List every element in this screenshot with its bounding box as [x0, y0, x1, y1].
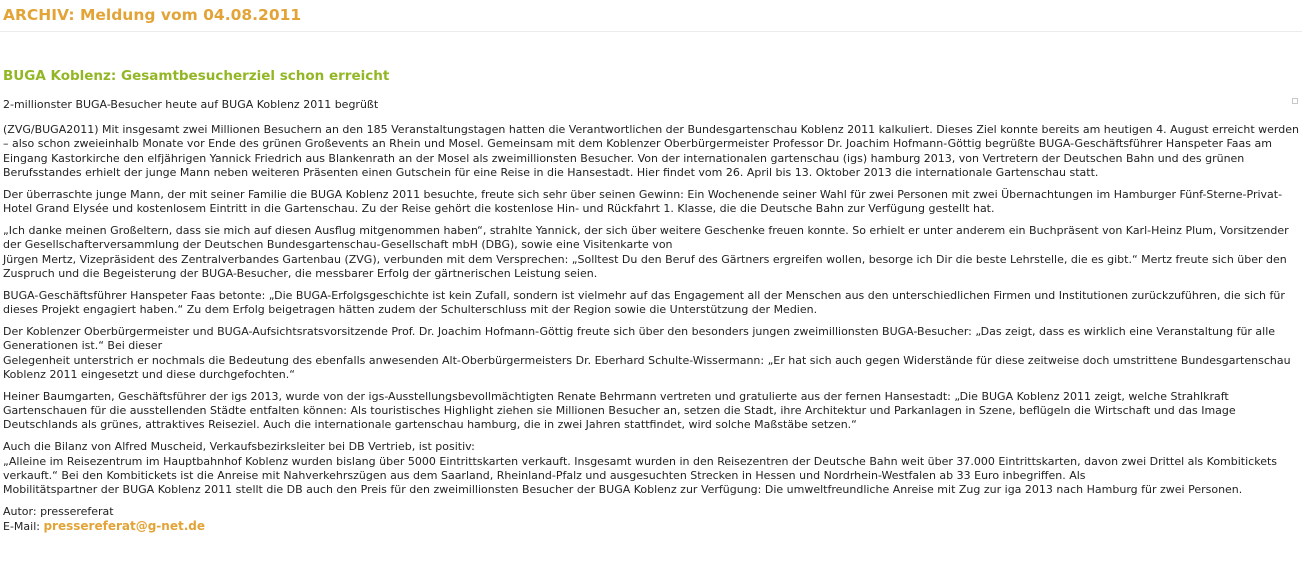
article-paragraph-winner: Der überraschte junge Mann, der mit seiner Familie die BUGA Koblenz 2011 besuchte, freute sich sehr über seinen Gewinn: Ein Wochenende seiner Wahl für zwei Personen mit zwei Übernachtungen im Hamburger Fünf-Sterne-Privat-Hotel Grand Elysée und kostenlosem Eintritt in die Gartenschau. Zu der Reise gehört die kostenlose Hin- und Rückfahrt 1. Klasse, die die Deutsche Bahn zur Verfügung gestellt hat. [3, 187, 1283, 216]
article-footer [3, 505, 1299, 535]
author-line: Autor: pressereferat [3, 504, 114, 518]
article-paragraph-faas: BUGA-Geschäftsführer Hanspeter Faas betonte: „Die BUGA-Erfolgsgeschichte ist kein Zufall, sondern ist vielmehr auf das Engagement all der Menschen aus den unterschiedlichen Firmen und Institutionen zurückzuführen, die sich für dieses Projekt engagiert haben.“ Zu dem Erfolg beigetragen hätten zudem der Schulterschluss mit der Region sowie die Unterstützung der Medien. [3, 288, 1285, 317]
mayor-line-2: Gelegenheit unterstrich er nochmals die Bedeutung des ebenfalls anwesenden Alt-Oberbürgermeisters Dr. Eberhard Schulte-Wissermann: „Er hat sich auch gegen Widerstände für diese zeitweise doch umstrittene Bundesgartenschau Koblenz 2011 eingesetzt und diese durchgefochten.“ [3, 353, 1291, 381]
article-paragraph-db [3, 440, 1299, 497]
article-paragraph-baumgarten: Heiner Baumgarten, Geschäftsführer der igs 2013, wurde von der igs-Ausstellungsbevollmächtigten Renate Behrmann vertreten und gratulierte aus der fernen Hansestadt: „Die BUGA Koblenz 2011 zeigt, welche Strahlkraft Gartenschauen für die ausstellenden Städte entfalten können: Als touristisches Highlight ziehen sie Millionen Besucher an, setzen die Stadt, ihre Architektur und Parkanlagen in Szene, beflügeln die Wirtschaft und das Image Deutschlands als grünes, attraktives Reiseziel. Auch die internationale gartenschau hamburg, die in zwei Jahren stattfindet, wird solche Maßstäbe setzen.“ [3, 389, 1236, 432]
email-line [3, 519, 1299, 534]
page-title: ARCHIV: Meldung vom 04.08.2011 [3, 6, 302, 24]
article-subheading: 2-millionster BUGA-Besucher heute auf BUGA Koblenz 2011 begrüßt [3, 98, 379, 111]
db-line-2: „Alleine im Reisezentrum im Hauptbahnhof Koblenz wurden bislang über 5000 Eintrittskarten verkauft. Insgesamt wurden in den Reisezentren der Deutsche Bahn weit über 37.000 Eintrittskarten, davon zwei Drittel als Kombitickets verkauft.“ Bei den Kombitickets ist die Anreise mit Nahverkehrszügen aus dem Saarland, Rheinland-Pfalz und ausgesuchten Strecken in Hessen und Nordrhein-Westfalen ab 33 Euro inbegriffen. Als [3, 454, 1278, 482]
db-line-1: Auch die Bilanz von Alfred Muscheid, Verkaufsbezirksleiter bei DB Vertrieb, ist positiv: [3, 440, 475, 454]
article-body [3, 123, 1299, 535]
db-line-3: Mobilitätspartner der BUGA Koblenz 2011 stellt die DB auch den Preis für den zweimillionsten Besucher der BUGA Koblenz zur Verfügung: Die umweltfreundliche Anreise mit Zug zur iga 2013 nach Hamburg für zwei Personen. [3, 483, 1243, 497]
thanks-line-2: Jürgen Mertz, Vizepräsident des Zentralverbandes Gartenbau (ZVG), verbunden mit dem Versprechen: „Solltest Du den Beruf des Gärtners ergreifen wollen, besorge ich Dir die beste Lehrstelle, die es gibt.“ Mertz freute sich über den Zuspruch und die Begeisterung der BUGA-Besucher, die messbarer Erfolg der gärtnerischen Leistung seien. [3, 252, 1287, 280]
square-marker-icon [1292, 98, 1298, 104]
mayor-line-1: Der Koblenzer Oberbürgermeister und BUGA-Aufsichtsratsvorsitzende Prof. Dr. Joachim Hofmann-Göttig freute sich über den besonders jungen zweimillionsten BUGA-Besucher: „Das zeigt, dass es wirklich eine Veranstaltung für alle Generationen ist.“ Bei dieser [3, 324, 1276, 353]
article-paragraph-intro: (ZVG/BUGA2011) Mit insgesamt zwei Millionen Besuchern an den 185 Veranstaltungstagen hatten die Verantwortlichen der Bundesgartenschau Koblenz 2011 kalkuliert. Dieses Ziel konnte bereits am heutigen 4. August erreicht werden – also schon zweieinhalb Monate vor Ende des grünen Großevents an Rhein und Mosel. Gemeinsam mit dem Koblenzer Oberbürgermeister Professor Dr. Joachim Hofmann-Göttig begrüßte BUGA-Geschäftsführer Hanspeter Faas am Eingang Kastorkirche den elfjährigen Yannick Friedrich aus Blankenrath an der Mosel als zweimillionsten Besucher. Von der internationalen gartenschau (igs) hamburg 2013, von Vertretern der Deutschen Bahn und des grünen Berufsstandes erhielt der junge Mann neben weiteren Präsenten einen Gutschein für eine Reise in die Hansestadt. Hier findet vom 26. April bis 13. Oktober 2013 die internationale Gartenschau statt. [3, 123, 1299, 179]
article-headline: BUGA Koblenz: Gesamtbesucherziel schon erreicht [3, 68, 390, 84]
email-link[interactable]: pressereferat@g-net.de [43, 519, 205, 534]
article-paragraph-mayor [3, 325, 1299, 382]
article-paragraph-thanks [3, 224, 1299, 281]
thanks-line-1: „Ich danke meinen Großeltern, dass sie mich auf diesen Ausflug mitgenommen haben“, strahlte Yannick, der sich über weitere Geschenke freuen konnte. So erhielt er unter anderem ein Buchpräsent von Karl-Heinz Plum, Vorsitzender der Gesellschafterversammlung der Deutschen Bundesgartenschau-Gesellschaft mbH (DBG), sowie eine Visitenkarte von [3, 223, 1289, 252]
email-label: E-Mail: [3, 520, 44, 534]
title-divider [0, 31, 1302, 32]
